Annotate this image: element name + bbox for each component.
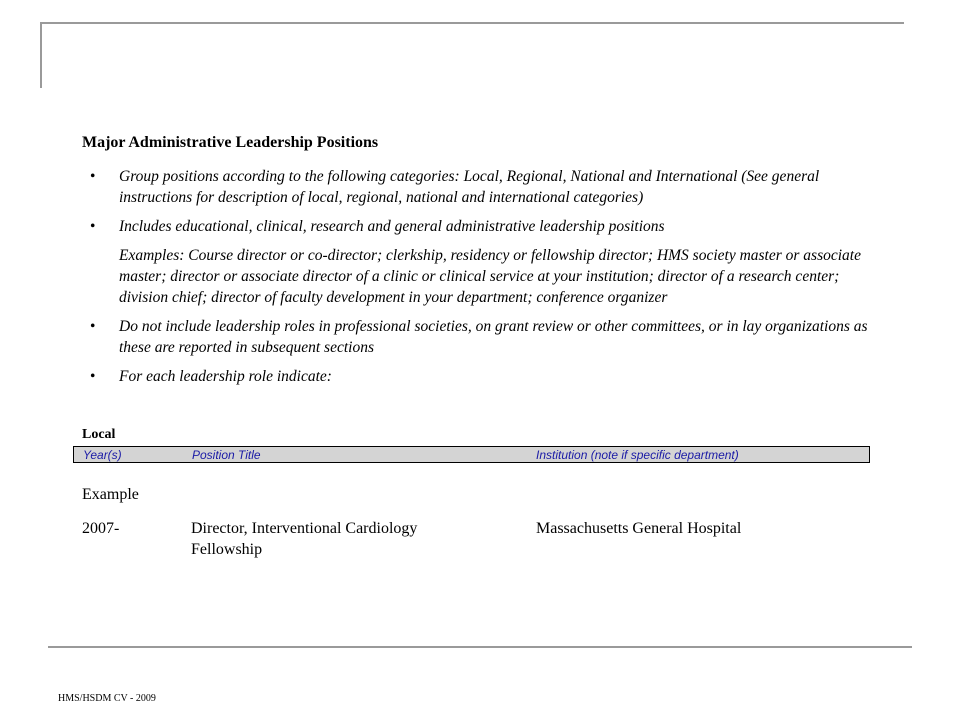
bullet-item-exclusions: [82, 316, 872, 358]
instruction-list: [82, 166, 872, 395]
bullet-icon: •: [90, 368, 96, 385]
bullet-icon: •: [90, 168, 96, 185]
bullet-icon: •: [90, 318, 96, 335]
local-table-header: [73, 446, 870, 463]
footer-text: HMS/HSDM CV - 2009: [58, 693, 156, 704]
example-institution: Massachusetts General Hospital: [536, 520, 742, 537]
column-years: Year(s): [83, 448, 122, 462]
example-position-title: Director, Interventional Cardiology Fellowship: [191, 520, 418, 558]
top-border-line: [40, 22, 904, 24]
bullet-text: Group positions according to the following categories: Local, Regional, National and International (See general instructions for description of local, regional, national and international categories): [119, 168, 820, 206]
bullet-item-includes: [82, 216, 872, 237]
examples-paragraph: Examples: Course director or co-director; clerkship, residency or fellowship director; HMS society master or associate master; director or associate director of a clinic or clinical service at your institution; director of a research center; division chief; director of faculty development in your department; conference organizer: [119, 247, 861, 306]
bullet-item-indicate: [82, 366, 872, 387]
bullet-item-categories: [82, 166, 872, 208]
bullet-icon: •: [90, 218, 96, 235]
left-border-line: [40, 22, 42, 88]
section-heading: Major Administrative Leadership Positions: [82, 134, 379, 151]
bullet-text: For each leadership role indicate:: [119, 368, 332, 385]
bullet-text: Includes educational, clinical, research and general administrative leadership positions: [119, 218, 665, 235]
local-label: Local: [82, 427, 116, 442]
bottom-border-line: [48, 646, 912, 648]
example-label: Example: [82, 486, 139, 503]
column-position-title: Position Title: [192, 448, 261, 462]
column-institution: Institution (note if specific department): [536, 448, 739, 462]
example-years: 2007-: [82, 520, 120, 537]
bullet-text: Do not include leadership roles in professional societies, on grant review or other committees, or in lay organizations as these are reported in subsequent sections: [119, 318, 868, 356]
